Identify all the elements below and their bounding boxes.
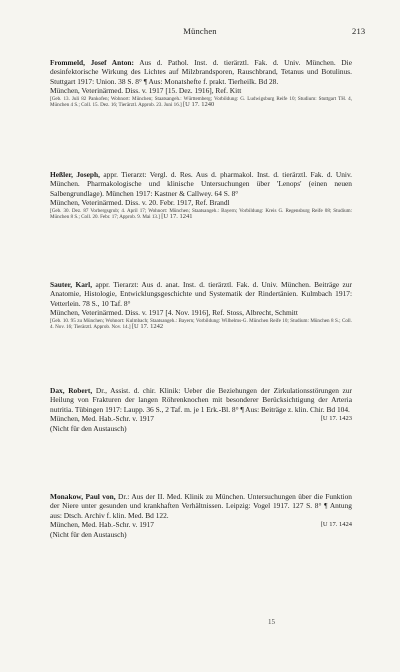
entry-author: Dax, Robert, [50, 386, 93, 395]
entry-thesis-line: München, Med. Hab.-Schr. v. 1917 [50, 414, 154, 424]
entry-text: Dr.: Aus der II. Med. Klinik zu München. Untersuchungen über die Funktion der Niere unter gesunden und krankhaften Verhältnissen. Leipzig: Vogel 1917. 127 S. 8° ¶ Antung aus: Dtsch. Archiv f. klin. Med. Bd 122. [50, 492, 352, 520]
entry-text: Dr., Assist. d. chir. Klinik: Ueber die Beziehungen der Zirkulationsstörungen zur Heilung von Frakturen der langen Röhrenknochen mit besonderer Berücksichtigung der Arteria nutritia. Tübingen 1917: Laupp. 36 S., 2 Taf. m. je 1 Erk.-Bl. 8° ¶ Aus: Beiträge z. klin. Chir. Bd 104. [50, 386, 352, 414]
entry-exchange-note: (Nicht für den Austausch) [50, 423, 127, 433]
entry-hessler [50, 170, 352, 220]
entry-biographical-note: [Geb. 10. 95 zu München; Wohnort: Kulmbach; Staatsangeh.: Bayern; Vorbildung: Wilhelms-G. München Reife 10; Studium: München 8 S.; Coll. 4. Nov. 16; Tierärztl. Approb. Nov. 14.] [50, 317, 352, 330]
entry-catalog-code: [U 17. 1423 [320, 415, 352, 423]
entry-biographical-note: [Geb. 30. Dez. 87 Vorbergsgrub; 4. April 17; Wohnort: München; Staatsangeh.: Bayern; Vorbildung: Kreis G. Regensburg Reife 08; Studium: München 8 S.; Coll. 20. Febr. 17; Approb. 9. Mai 13.] [50, 207, 352, 220]
entry-author: Sauter, Karl, [50, 280, 93, 289]
footer-mark: 15 [268, 618, 275, 626]
entry-frommeld [50, 58, 352, 108]
page-number: 213 [352, 26, 366, 36]
entry-thesis-line: München, Veterinärmed. Diss. v. 20. Febr. 1917, Ref. Brandl [50, 198, 230, 208]
entry-dax [50, 386, 352, 433]
entry-thesis-line: München, Veterinärmed. Diss. v. 1917 [4. Nov. 1916], Ref. Stoss, Albrecht, Schmitt [50, 308, 298, 318]
entry-monakow [50, 492, 352, 539]
entry-author: Frommeld, Josef Anton: [50, 58, 134, 67]
entry-sauter [50, 280, 352, 330]
entry-thesis-line: München, Med. Hab.-Schr. v. 1917 [50, 520, 154, 530]
entry-author: Heßler, Joseph, [50, 170, 100, 179]
entry-author: Monakow, Paul von, [50, 492, 116, 501]
running-title: München [183, 26, 217, 36]
entry-text: appr. Tierarzt: Aus d. anat. Inst. d. tierärztl. Fak. d. Univ. München. Beiträge zur Anatomie, Histologie, Entwicklungsgeschichte und Systematik der Rindertänien. Kulmbach 1917: Vetterlein. 78 S., 10 Taf. 8° [50, 280, 352, 308]
entry-biographical-note: [Geb. 13. Juli 82 Pankofen; Wohnort: München; Staatsangeh.: Württemberg; Vorbildung: G. Ludwigsburg Reife 10; Studium: Stuttgart TH. 4, München 4 S.; Coll. 15. Dez. 16; Tierärztl. Approb. 23. Juni 16.] [50, 95, 352, 108]
entry-text: Aus d. Pathol. Inst. d. tierärztl. Fak. d. Univ. München. Die desinfektorische Wirkung des Lichtes auf Milzbrandsporen, Rauschbrand, Tetanus und Botulinus. Stuttgart 1917: Union. 38 S. 8° ¶ Aus: Monatshefte f. prakt. Tierheilk. Bd 28. [50, 58, 352, 86]
entry-catalog-code: [U 17. 1424 [320, 521, 352, 529]
entry-catalog-code: [U 17. 1240 [183, 100, 215, 108]
entry-thesis-line: München, Veterinärmed. Diss. v. 1917 [15. Dez. 1916], Ref. Kitt [50, 86, 242, 96]
entry-catalog-code: [U 17. 1241 [161, 212, 193, 220]
entry-text: appr. Tierarzt: Vergl. d. Res. Aus d. pharmakol. Inst. d. tierärztl. Fak. d. Univ. München. Pharmakologische und klinische Untersuchungen über 'Lenops' (einen neuen Salbengrundlage). München 1917: Kastner & Callwey. 64 S. 8° [50, 170, 353, 198]
entry-exchange-note: (Nicht für den Austausch) [50, 529, 127, 539]
entry-catalog-code: [U 17. 1242 [131, 322, 164, 330]
